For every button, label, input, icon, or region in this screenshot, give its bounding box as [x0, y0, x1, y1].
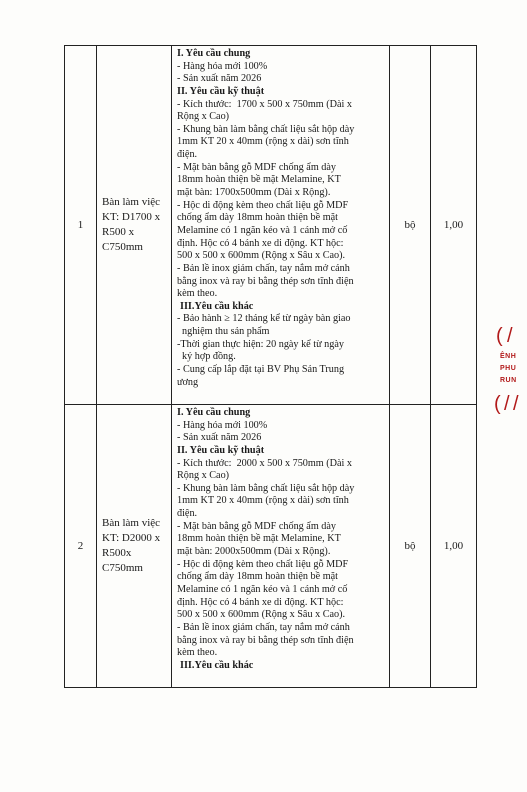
item-name-line: Bàn làm việc [102, 196, 161, 209]
seal-arc: / [507, 325, 513, 347]
requirement-line: ký hợp đồng. [182, 351, 236, 363]
seal-arc: / [513, 393, 519, 415]
requirement-line: 500 x 500 x 600mm (Rộng x Sâu x Cao). [177, 609, 346, 621]
requirement-line: bằng inox và ray bi bằng thép sơn tĩnh điện [177, 634, 354, 646]
requirement-heading: III.Yêu cầu khác [180, 659, 254, 671]
requirement-line: Rộng x Cao) [177, 470, 230, 482]
seal-stamp-fragment [490, 325, 527, 440]
requirement-line: - Hàng hóa mới 100% [177, 419, 268, 431]
requirement-line: nghiệm thu sản phẩm [182, 326, 270, 338]
quantity-cell: 1,00 [431, 46, 477, 405]
requirement-line: ương [177, 376, 199, 388]
requirement-line: 500 x 500 x 600mm (Rộng x Sâu x Cao). [177, 250, 346, 262]
requirements-cell [172, 46, 390, 405]
requirement-line: Rộng x Cao) [177, 111, 230, 123]
requirement-line: định. Hộc có 4 bánh xe di động. KT hộc: [177, 237, 344, 249]
item-name-line: R500x [102, 547, 132, 559]
requirement-line: - Mặt bàn bằng gỗ MDF chống ẩm dày [177, 161, 337, 173]
item-name-line: KT: D1700 x [102, 211, 161, 224]
requirements-cell [172, 405, 390, 688]
spec-table [64, 45, 477, 688]
requirement-line: Melamine có 1 ngăn kéo và 1 cánh mở cố [177, 224, 348, 236]
requirement-line: - Khung bàn làm bằng chất liệu sắt hộp dày [177, 482, 355, 494]
requirement-line: Melamine có 1 ngăn kéo và 1 cánh mở cố [177, 583, 348, 595]
item-name-line: KT: D2000 x [102, 532, 161, 545]
requirement-line: kèm theo. [177, 647, 218, 659]
seal-text: RUN [500, 377, 517, 384]
requirement-line: điện. [177, 149, 198, 161]
requirement-line: 1mm KT 20 x 40mm (rộng x dài) sơn tĩnh [177, 495, 349, 507]
item-name-cell [97, 46, 172, 405]
table-row [65, 405, 477, 688]
seal-arc: ( [494, 393, 501, 415]
unit-cell: bộ [390, 405, 431, 688]
requirement-line: - Kích thước: 1700 x 500 x 750mm (Dài x [177, 98, 353, 110]
requirement-line: 18mm hoàn thiện bề mặt Melamine, KT [177, 533, 341, 545]
requirement-line: - Cung cấp lắp đặt tại BV Phụ Sản Trung [177, 364, 345, 376]
seal-text: ÊNH [500, 353, 517, 360]
requirement-line: - Bản lề inox giảm chấn, tay nắm mở cánh [177, 621, 350, 633]
requirement-line: mặt bàn: 2000x500mm (Dài x Rộng). [177, 546, 331, 558]
requirement-line: điện. [177, 508, 198, 520]
requirement-line: - Sản xuất năm 2026 [177, 73, 262, 85]
requirement-line: - Hộc di động kèm theo chất liệu gỗ MDF [177, 558, 349, 570]
requirement-line: - Bản lề inox giảm chấn, tay nắm mở cánh [177, 262, 350, 274]
requirement-line: - Hộc di động kèm theo chất liệu gỗ MDF [177, 199, 349, 211]
item-name-line: Bàn làm việc [102, 517, 161, 530]
requirement-heading: III.Yêu cầu khác [180, 300, 254, 312]
requirement-heading: II. Yêu cầu kỹ thuật [177, 444, 265, 456]
requirement-line: -Thời gian thực hiện: 20 ngày kể từ ngày [177, 338, 344, 350]
unit-cell: bộ [390, 46, 431, 405]
seal-arc: / [504, 393, 510, 415]
requirement-line: - Mặt bàn bằng gỗ MDF chống ẩm dày [177, 520, 337, 532]
requirement-line: định. Hộc có 4 bánh xe di động. KT hộc: [177, 596, 344, 608]
row-number: 1 [65, 46, 97, 405]
seal-text: PHU [500, 365, 517, 372]
requirement-heading: I. Yêu cầu chung [177, 407, 251, 418]
item-name-line: C750mm [102, 561, 143, 574]
requirement-line: 18mm hoàn thiện bề mặt Melamine, KT [177, 174, 341, 186]
requirement-line: kèm theo. [177, 288, 218, 300]
requirement-heading: II. Yêu cầu kỹ thuật [177, 85, 265, 97]
item-name-line: R500 x [102, 226, 135, 238]
seal-arc: ( [496, 325, 503, 347]
requirement-line: - Bảo hành ≥ 12 tháng kể từ ngày bàn giao [177, 313, 351, 325]
requirement-heading: I. Yêu cầu chung [177, 48, 251, 59]
requirements-list [177, 48, 385, 404]
item-name-line: C750mm [102, 240, 143, 253]
requirement-line: mặt bàn: 1700x500mm (Dài x Rộng). [177, 187, 331, 199]
requirement-line: - Sản xuất năm 2026 [177, 432, 262, 444]
requirement-line: - Hàng hóa mới 100% [177, 60, 268, 72]
requirements-list [177, 407, 385, 687]
requirement-line: - Khung bàn làm bằng chất liệu sắt hộp dày [177, 123, 355, 135]
quantity-cell: 1,00 [431, 405, 477, 688]
requirement-line: chống ẩm dày 18mm hoàn thiện bề mặt [177, 571, 338, 583]
row-number: 2 [65, 405, 97, 688]
table-row [65, 46, 477, 405]
requirement-line: 1mm KT 20 x 40mm (rộng x dài) sơn tĩnh [177, 136, 349, 148]
requirement-line: chống ẩm dày 18mm hoàn thiện bề mặt [177, 212, 338, 224]
item-name-cell [97, 405, 172, 688]
requirement-line: - Kích thước: 2000 x 500 x 750mm (Dài x [177, 457, 353, 469]
requirement-line: bằng inox và ray bi bằng thép sơn tĩnh điện [177, 275, 354, 287]
